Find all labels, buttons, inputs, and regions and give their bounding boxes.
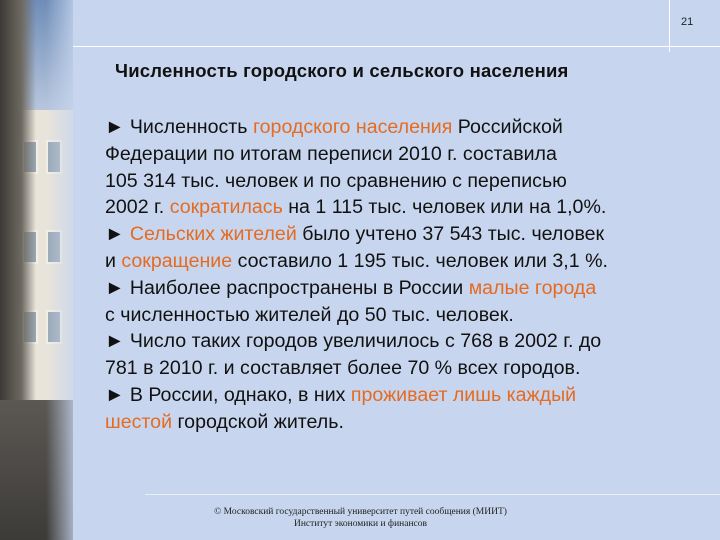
text-segment: ► Число таких городов увеличилось с 768 в 2002 г. до (105, 330, 602, 353)
footer (188, 506, 533, 530)
text-segment: и (105, 249, 122, 272)
footer-divider (145, 494, 720, 495)
body-line (105, 168, 715, 195)
text-segment: 781 в 2010 г. и составляет более 70 % всех городов. (105, 357, 581, 380)
body-line (105, 382, 715, 409)
highlighted-phrase: сократилась (169, 196, 283, 219)
footer-institute: Институт экономики и финансов (293, 519, 428, 529)
body-line (105, 275, 715, 302)
highlighted-phrase: городского населения (252, 116, 453, 138)
text-segment: 105 314 тыс. человек и по сравнению с переписью (105, 169, 567, 192)
body-line (105, 194, 715, 221)
text-segment: Российской (452, 116, 563, 138)
slide-panel (73, 0, 720, 540)
text-segment: ► Численность (105, 116, 253, 138)
body-line (105, 141, 715, 168)
body-line (105, 302, 715, 329)
footer-copyright: © Московский государственный университет путей сообщения (МИИТ) (214, 507, 507, 517)
highlighted-phrase: шестой (105, 410, 173, 433)
body-line (105, 328, 715, 355)
highlighted-phrase: проживает лишь каждый (350, 383, 577, 406)
highlighted-phrase: Сельских жителей (129, 223, 297, 246)
background-photo (0, 0, 82, 540)
body-line (105, 355, 715, 382)
text-segment: было учтено 37 543 тыс. человек (296, 223, 605, 246)
header-divider (73, 46, 720, 47)
slide-body-text (105, 114, 715, 436)
text-segment: ► В России, однако, в них (105, 383, 351, 406)
text-segment: составило 1 195 тыс. человек или 3,1 %. (232, 249, 608, 272)
highlighted-phrase: сокращение (121, 249, 233, 272)
text-segment: ► (105, 223, 130, 246)
text-segment: городской житель. (172, 410, 344, 433)
text-segment: 2002 г. (105, 196, 170, 219)
page-number: 21 (681, 16, 694, 28)
body-line (105, 248, 715, 275)
body-line (105, 409, 715, 436)
body-line (105, 221, 715, 248)
text-segment: Федерации по итогам переписи 2010 г. составила (105, 142, 557, 165)
page-number-divider (669, 0, 670, 52)
highlighted-phrase: малые города (468, 276, 597, 299)
text-segment: на 1 115 тыс. человек или на 1,0%. (282, 196, 607, 219)
slide-title: Численность городского и сельского населения (115, 60, 569, 81)
body-line (105, 114, 715, 141)
text-segment: ► Наиболее распространены в России (105, 276, 469, 299)
text-segment: с численностью жителей до 50 тыс. человек. (105, 303, 514, 326)
